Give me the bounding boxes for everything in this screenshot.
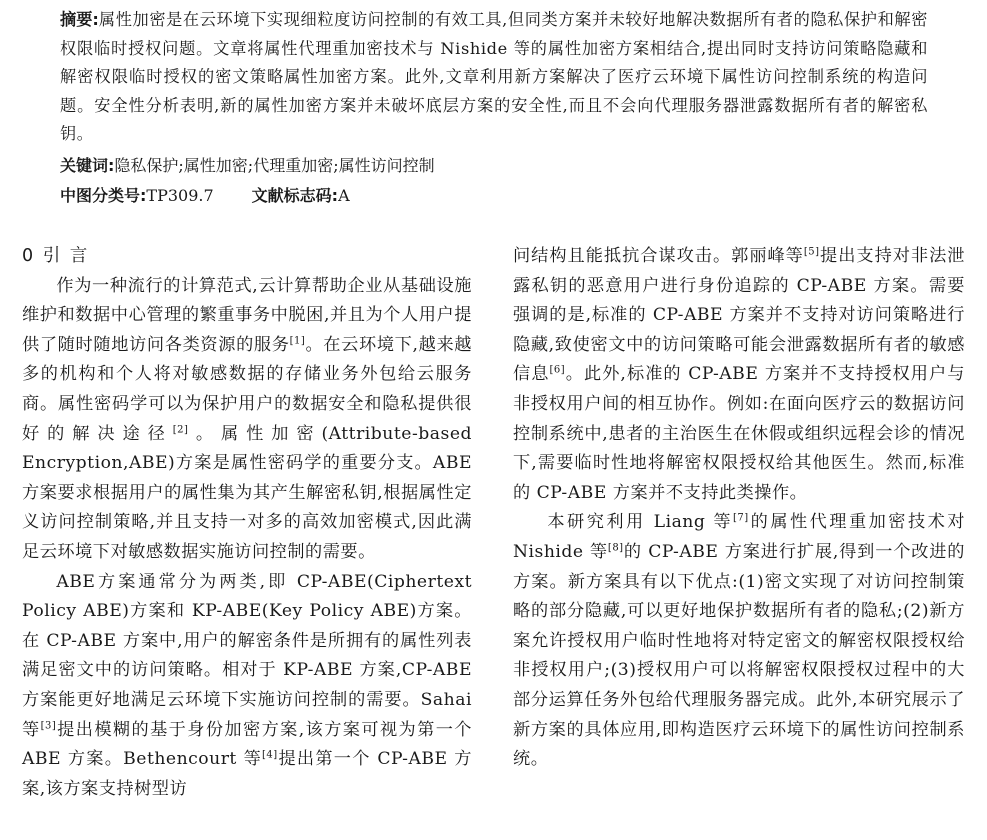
citation-2: [2] [172, 423, 189, 435]
keywords-label: 关键词: [60, 156, 115, 175]
clc-label: 中图分类号: [60, 186, 147, 205]
citation-6: [6] [549, 364, 566, 376]
text-run: 的 CP-ABE 方案进行扩展,得到一个改进的方案。新方案具有以下优点:(1)密文实现了对访问控制策略的部分隐藏,可以更好地保护数据所有者的隐私;(2)新方案允许授权用户临时性地将对特定密文的解密权限授权给非授权用户;(3)授权用户可以将解密权限授权过程中的大部分运算任务外包给代理服务器完成。此外,本研究展示了新方案的具体应用,即构造医疗云环境下的属性访问控制系统。 [513, 541, 965, 770]
text-run: 提出支持对非法泄露私钥的恶意用户进行身份追踪的 CP-ABE 方案。需要强调的是,标准的 CP-ABE 方案并不支持对访问策略进行隐藏,致使密文中的访问策略可能会泄露数据所有者的敏感信息 [513, 246, 965, 385]
doc-code-label: 文献标志码: [251, 186, 339, 205]
right-paragraph-1 [513, 242, 965, 508]
doc-code-value: A [338, 186, 350, 205]
text-run: 提出模糊的基于身份加密方案,该方案可视为第一个 ABE 方案。Bethencourt 等 [22, 719, 472, 770]
left-column [22, 242, 472, 804]
citation-7: [7] [733, 512, 749, 524]
citation-8: [8] [607, 542, 624, 554]
citation-5: [5] [803, 246, 820, 258]
text-run: 问结构且能抵抗合谋攻击。郭丽峰等 [513, 246, 804, 266]
text-run: 。属性加密(Attribute-based Encryption,ABE)方案是属性密码学的重要分支。ABE方案要求根据用户的属性集为其产生解密私钥,根据属性定义访问控制策略,并且支持一对多的高效加密模式,因此满足云环境下对敏感数据实施访问控制的需要。 [22, 423, 472, 562]
text-run: 本研究利用 Liang 等 [547, 512, 733, 533]
text-run: ABE方案通常分为两类,即 CP-ABE(Ciphertext Policy ABE)方案和 KP-ABE(Key Policy ABE)方案。在 CP-ABE 方案中,用户的解密条件是所拥有的属性列表满足密文中的访问策略。相对于 KP-ABE 方案,CP-ABE 方案能更好地满足云环境下实施访问控制的需要。Sahai 等 [22, 571, 472, 740]
text-run: 。在云环境下,越来越多的机构和个人将对敏感数据的存储业务外包给云服务商。属性密码学可以为保护用户的数据安全和隐私提供很好的解决途径 [22, 334, 472, 444]
abstract [60, 6, 928, 149]
citation-1: [1] [289, 335, 306, 347]
text-run: 的属性代理重加密技术对 Nishide 等 [513, 512, 965, 562]
keywords-text: 隐私保护;属性加密;代理重加密;属性访问控制 [114, 156, 435, 175]
clc-value: TP309.7 [146, 186, 214, 205]
citation-3: [3] [40, 719, 57, 731]
left-paragraph-2 [22, 568, 472, 805]
right-column [513, 242, 965, 775]
section-title: 0 引 言 [22, 246, 90, 266]
abstract-label: 摘要: [60, 10, 99, 29]
text-run: 提出第一个 CP-ABE 方案,该方案支持树型访 [22, 749, 472, 799]
right-paragraph-2 [513, 508, 965, 774]
text-run: 作为一种流行的计算范式,云计算帮助企业从基础设施维护和数据中心管理的繁重事务中脱困,并且为个人用户提供了随时随地访问各类资源的服务 [22, 275, 472, 355]
left-paragraph-1 [22, 272, 472, 568]
classification-line [60, 182, 928, 210]
abstract-text: 属性加密是在云环境下实现细粒度访问控制的有效工具,但同类方案并未较好地解决数据所有者的隐私保护和解密权限临时授权问题。文章将属性代理重加密技术与 Nishide 等的属性加密方案相结合,提出同时支持访问策略隐藏和解密权限临时授权的密文策略属性加密方案。此外,文章利用新方案解决了医疗云环境下属性访问控制系统的构造问题。安全性分析表明,新的属性加密方案并未破坏底层方案的安全性,而且不会向代理服务器泄露数据所有者的解密私钥。 [60, 10, 928, 144]
text-run: 。此外,标准的 CP-ABE 方案并不支持授权用户与非授权用户间的相互协作。例如:在面向医疗云的数据访问控制系统中,患者的主治医生在休假或组织远程会诊的情况下,需要临时性地将解密权限授权给其他医生。然而,标准的 CP-ABE 方案并不支持此类操作。 [513, 364, 965, 503]
citation-4: [4] [262, 749, 278, 761]
keywords [60, 152, 928, 180]
